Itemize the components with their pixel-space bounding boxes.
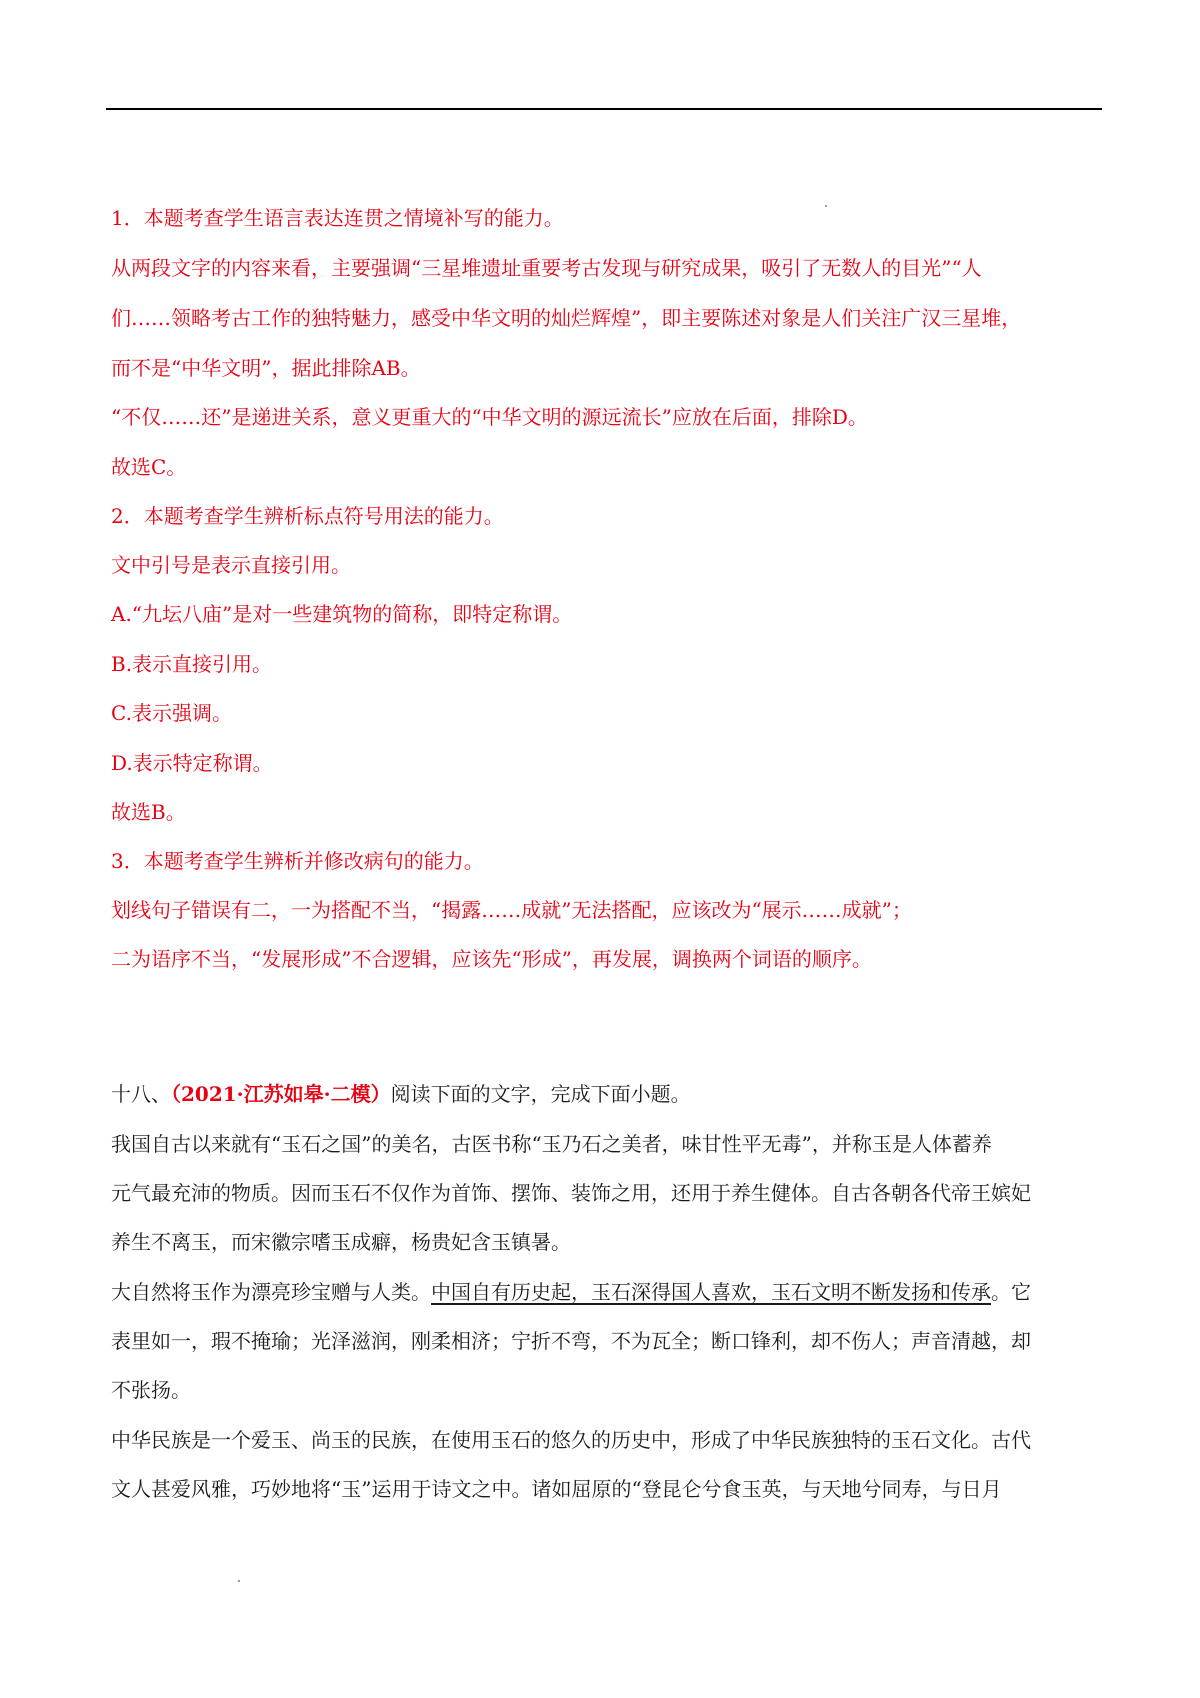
passage-line: 文人甚爱风雅，巧妙地将“玉”运用于诗文之中。诸如屈原的“登昆仑兮食玉英，与天地兮同寿，与日月 [111, 1477, 1002, 1501]
header-rule [106, 108, 1102, 110]
answer-line: 1．本题考查学生语言表达连贯之情境补写的能力。 [111, 206, 564, 230]
answer-line: D.表示特定称谓。 [111, 751, 273, 775]
passage-line: 元气最充沛的物质。因而玉石不仅作为首饰、摆饰、装饰之用，还用于养生健体。自古各朝各代帝王嫔妃 [111, 1181, 1031, 1205]
answer-line: 3．本题考查学生辨析并修改病句的能力。 [111, 849, 484, 873]
underlined-sentence: 中国自有历史起，玉石深得国人喜欢，玉石文明不断发扬和传承 [431, 1280, 991, 1304]
passage-text: 。它 [991, 1280, 1031, 1304]
answer-line: 故选C。 [111, 455, 187, 479]
passage-line [111, 1280, 1031, 1304]
answer-line: 划线句子错误有二，一为搭配不当，“揭露……成就”无法搭配，应该改为“展示……成就”； [111, 898, 912, 922]
question-source: （2021·江苏如皋·二模） [171, 1082, 391, 1106]
answer-line: 文中引号是表示直接引用。 [111, 553, 351, 577]
question-number: 十八、 [111, 1082, 171, 1106]
passage-line: 中华民族是一个爱玉、尚玉的民族，在使用玉石的悠久的历史中，形成了中华民族独特的玉石文化。古代 [111, 1428, 1031, 1452]
answer-line: “不仅……还”是递进关系，意义更重大的“中华文明的源远流长”应放在后面，排除D。 [111, 405, 868, 429]
scan-dot [238, 1580, 240, 1582]
passage-text: 大自然将玉作为漂亮珍宝赠与人类。 [111, 1280, 431, 1304]
passage-line: 表里如一，瑕不掩瑜；光泽滋润，刚柔相济；宁折不弯，不为瓦全；断口锋利，却不伤人；声音清越，却 [111, 1329, 1031, 1353]
passage-line: 不张扬。 [111, 1378, 191, 1402]
question-heading [111, 1082, 691, 1106]
answer-line: C.表示强调。 [111, 701, 232, 725]
answer-line: 而不是“中华文明”，据此排除AB。 [111, 356, 421, 380]
answer-line: A.“九坛八庙”是对一些建筑物的简称，即特定称谓。 [111, 602, 573, 626]
scan-dot [825, 205, 827, 207]
answer-line: 故选B。 [111, 800, 186, 824]
question-instruction: 阅读下面的文字，完成下面小题。 [390, 1082, 691, 1106]
passage-line: 我国自古以来就有“玉石之国”的美名，古医书称“玉乃石之美者，味甘性平无毒”，并称玉是人体蓄养 [111, 1132, 992, 1156]
answer-line: 从两段文字的内容来看，主要强调“三星堆遗址重要考古发现与研究成果，吸引了无数人的目光”“人 [111, 256, 982, 280]
passage-line: 养生不离玉，而宋徽宗嗜玉成癖，杨贵妃含玉镇暑。 [111, 1230, 571, 1254]
answer-line: 们……领略考古工作的独特魅力，感受中华文明的灿烂辉煌”，即主要陈述对象是人们关注广汉三星堆， [111, 306, 1022, 330]
answer-line: 2．本题考查学生辨析标点符号用法的能力。 [111, 504, 504, 528]
answer-line: B.表示直接引用。 [111, 652, 273, 676]
answer-line: 二为语序不当，“发展形成”不合逻辑，应该先“形成”，再发展，调换两个词语的顺序。 [111, 947, 872, 971]
